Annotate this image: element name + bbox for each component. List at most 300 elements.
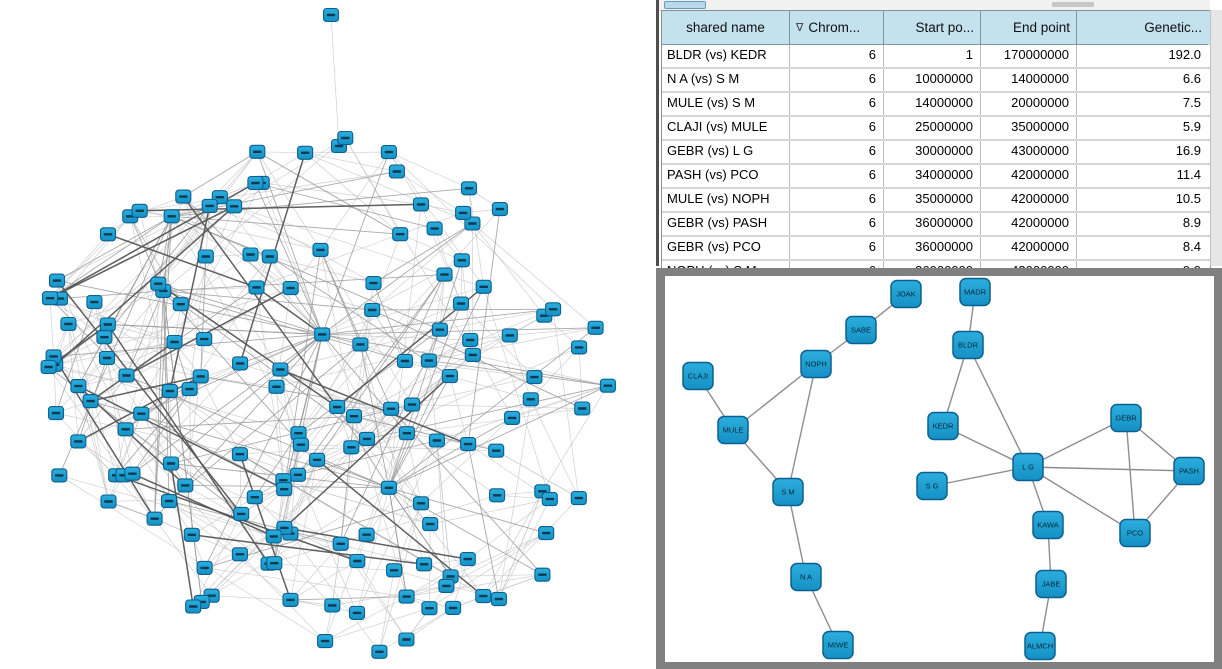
network-node[interactable] [360,432,375,445]
network-node[interactable] [417,558,432,571]
network-node[interactable] [193,370,208,383]
node-label [200,338,208,340]
network-edge [305,152,389,153]
node-label [446,375,454,377]
node-label [350,415,358,417]
node-label [356,343,364,345]
network-node[interactable] [164,210,179,223]
network-node[interactable] [359,528,374,541]
network-node[interactable] [461,438,476,451]
node-label [449,607,457,609]
network-node[interactable] [283,282,298,295]
network-node-l-g[interactable] [1013,454,1043,481]
network-node[interactable] [119,369,134,382]
network-node[interactable] [456,206,471,219]
node-label [335,145,343,147]
network-node[interactable] [100,352,115,365]
table-cell: BLDR (vs) KEDR [662,45,790,67]
table-row[interactable] [662,45,1210,69]
node-label [436,329,444,331]
network-node[interactable] [542,493,557,506]
network-node[interactable] [162,385,177,398]
table-cell: MULE (vs) S M [662,93,790,115]
node-label [417,203,425,205]
network-node[interactable] [366,277,381,290]
network-node[interactable] [490,489,505,502]
network-node[interactable] [262,250,277,263]
network-node[interactable] [372,645,387,658]
node-label [104,233,112,235]
table-row[interactable] [662,69,1210,93]
node-label [46,297,54,299]
network-node-kawa[interactable] [1033,512,1063,539]
network-node[interactable] [414,198,429,211]
node-label [287,287,295,289]
filter-icon[interactable]: ∇ [796,21,804,34]
network-node[interactable] [414,497,429,510]
table-cell: N A (vs) S M [662,69,790,91]
network-node[interactable] [247,491,262,504]
network-edge [212,596,291,600]
network-node[interactable] [492,203,507,216]
network-node[interactable] [427,222,442,235]
network-node[interactable] [269,380,284,393]
network-node[interactable] [527,371,542,384]
network-node[interactable] [439,579,454,592]
network-node-kedr[interactable] [928,413,958,440]
network-edge-lg-pash[interactable] [1028,467,1189,471]
node-label [294,432,302,434]
node-label [493,494,501,496]
network-node[interactable] [330,401,345,414]
network-node[interactable] [277,483,292,496]
node-label [353,612,361,614]
network-node[interactable] [101,495,116,508]
network-node[interactable] [476,280,491,293]
node-label [167,462,175,464]
network-node[interactable] [460,553,475,566]
network-node[interactable] [588,321,603,334]
table-cell: 16.9 [1175,143,1201,158]
node-label [188,534,196,536]
node-label: JABE [1041,579,1061,589]
table-header-row [662,11,1210,45]
node-label [251,496,259,498]
network-node[interactable] [325,599,340,612]
column-header-label: Start po... [915,20,974,35]
node-label [363,438,371,440]
node-label [408,403,416,405]
network-node-pco[interactable] [1120,520,1150,547]
network-edge [140,204,421,210]
network-node[interactable] [134,407,149,420]
node-label [440,273,448,275]
network-node[interactable] [176,190,191,203]
scrollbar-thumb-left[interactable] [664,1,706,9]
network-node[interactable] [97,331,112,344]
network-node[interactable] [178,479,193,492]
table-cell: 36000000 [884,213,981,235]
table-cell: MULE (vs) NOPH [662,189,790,211]
node-label [297,444,305,446]
network-node[interactable] [61,318,76,331]
network-node[interactable] [266,530,281,543]
node-label [177,303,185,305]
node-label [270,535,278,537]
network-node[interactable] [389,165,404,178]
node-label [103,357,111,359]
node-label [591,327,599,329]
node-label [578,407,586,409]
network-node[interactable] [227,200,242,213]
network-node[interactable] [405,398,420,411]
network-node[interactable] [432,323,447,336]
network-node[interactable] [393,228,408,241]
node-label [396,233,404,235]
node-label [327,14,335,16]
network-node[interactable] [273,363,288,376]
node-label [230,205,238,207]
node-label [508,417,516,419]
scrollbar-thumb-right[interactable] [1052,2,1094,7]
network-edge [181,255,251,305]
network-node-gebr[interactable] [1111,405,1141,432]
node-label [236,553,244,555]
network-node[interactable] [476,590,491,603]
table-cell: 42000000 [981,213,1077,235]
node-label: MADR [963,287,987,297]
network-node[interactable] [462,182,477,195]
node-label [341,137,349,139]
node-label [464,558,472,560]
network-node[interactable] [186,600,201,613]
network-node[interactable] [202,199,217,212]
network-node-almch[interactable] [1025,633,1055,660]
table-cell: 1 [884,45,981,67]
table-cell: 7.5 [1182,95,1201,110]
column-header-start-po[interactable] [884,11,981,45]
column-header-chrom[interactable] [790,11,884,45]
node-label [237,513,245,515]
node-label: JOAK [896,289,916,299]
network-node-sabe[interactable] [846,317,876,344]
network-node[interactable] [52,469,67,482]
network-node[interactable] [384,402,399,415]
node-label [469,354,477,356]
network-edge [132,474,273,537]
network-node[interactable] [572,341,587,354]
node-label [425,359,433,361]
network-node[interactable] [87,296,102,309]
small-network-canvas[interactable] [665,276,1214,662]
network-edge-gebr-pco[interactable] [1126,418,1135,533]
column-header-genetic[interactable] [1077,11,1208,45]
network-node[interactable] [243,248,258,261]
network-node[interactable] [267,557,282,570]
table-row[interactable] [662,141,1210,165]
network-node-noph[interactable] [801,351,831,378]
network-node[interactable] [118,423,133,436]
table-cell: 6 [790,45,884,67]
network-node[interactable] [535,568,550,581]
network-node[interactable] [41,361,56,374]
node-label [122,374,130,376]
table-cell: 20000000 [981,93,1077,115]
network-edge [430,499,550,524]
node-label [393,170,401,172]
network-node[interactable] [505,411,520,424]
node-label [202,255,210,257]
network-node[interactable] [575,402,590,415]
table-row[interactable] [662,213,1210,237]
network-node-n-a[interactable] [791,564,821,591]
network-node[interactable] [43,292,58,305]
network-node[interactable] [442,370,457,383]
network-node[interactable] [463,334,478,347]
table-cell: 35000000 [884,189,981,211]
network-node[interactable] [338,132,353,145]
node-label [495,598,503,600]
node-label [206,205,214,207]
network-node[interactable] [344,441,359,454]
network-node[interactable] [347,410,362,423]
network-node[interactable] [318,635,333,648]
node-label [170,341,178,343]
node-label: SABE [850,325,872,335]
network-node[interactable] [523,393,538,406]
network-node[interactable] [491,593,506,606]
table-cell: 6 [790,165,884,187]
node-label [74,385,82,387]
network-node[interactable] [399,590,414,603]
table-cell: GEBR (vs) L G [662,141,790,163]
network-node[interactable] [232,548,247,561]
node-label [347,446,355,448]
table-row[interactable] [662,189,1210,213]
network-node-mule[interactable] [718,417,748,444]
network-edge [240,454,241,514]
network-node-bldr[interactable] [953,332,983,359]
network-edge [68,291,163,324]
node-label: KEDR [932,421,954,431]
network-node[interactable] [147,512,162,525]
network-node-pash[interactable] [1174,458,1204,485]
node-label [465,187,473,189]
network-node[interactable] [502,329,517,342]
node-label [55,474,63,476]
network-node[interactable] [546,303,561,316]
node-label [280,488,288,490]
node-label: CLAJI [687,371,709,381]
node-label [280,527,288,529]
network-node[interactable] [398,355,413,368]
network-node[interactable] [333,537,348,550]
node-label [90,301,98,303]
network-node[interactable] [234,507,249,520]
network-node[interactable] [446,601,461,614]
network-node[interactable] [429,434,444,447]
network-node-s-m[interactable] [773,479,803,506]
network-node[interactable] [315,328,330,341]
network-node-jabe[interactable] [1036,571,1066,598]
node-label [457,302,465,304]
network-node[interactable] [600,379,615,392]
network-node[interactable] [151,277,166,290]
node-label [168,215,176,217]
network-edge [50,298,54,356]
table-cell: 10000000 [884,69,981,91]
network-node[interactable] [399,427,414,440]
network-node[interactable] [173,298,188,311]
node-label [506,334,514,336]
network-node[interactable] [350,555,365,568]
network-node[interactable] [249,281,264,294]
network-node[interactable] [182,383,197,396]
network-node[interactable] [381,146,396,159]
network-edge [50,234,108,298]
network-node[interactable] [184,528,199,541]
network-node[interactable] [49,407,64,420]
network-node[interactable] [437,268,452,281]
column-header-end-point[interactable] [981,11,1077,45]
network-node[interactable] [197,333,212,346]
network-node[interactable] [350,606,365,619]
table-row[interactable] [662,93,1210,117]
node-label: PCO [1126,528,1144,538]
node-label [86,400,94,402]
network-node[interactable] [290,468,305,481]
node-label [401,360,409,362]
node-label [604,385,612,387]
node-label: N A [799,572,813,582]
column-header-shared-name[interactable] [662,11,790,45]
network-node[interactable] [250,145,265,158]
network-edge [331,15,339,146]
table-cell: 6 [790,213,884,235]
network-node[interactable] [100,318,115,331]
network-node-joak[interactable] [891,281,921,308]
node-label [251,182,259,184]
network-node[interactable] [164,457,179,470]
node-label: PASH [1179,466,1199,476]
network-node[interactable] [353,338,368,351]
node-label [316,249,324,251]
node-label: S M [781,487,795,497]
network-edge [270,257,374,284]
node-label [402,638,410,640]
node-label [530,376,538,378]
table-row[interactable] [662,117,1210,141]
network-node-s-g[interactable] [917,473,947,500]
table-row[interactable] [662,237,1210,261]
table-cell: 6 [790,69,884,91]
network-node[interactable] [571,492,586,505]
network-node[interactable] [310,453,325,466]
network-node[interactable] [125,467,140,480]
node-label [181,484,189,486]
network-node[interactable] [293,438,308,451]
network-node[interactable] [423,518,438,531]
network-node[interactable] [489,444,504,457]
network-node[interactable] [233,357,248,370]
node-label [252,286,260,288]
table-cell: PASH (vs) PCO [662,165,790,187]
network-edge [269,564,395,571]
node-label [128,473,136,475]
node-label [185,388,193,390]
node-label [417,502,425,504]
table-cell: 14000000 [884,93,981,115]
node-label [294,474,302,476]
network-node[interactable] [313,243,328,256]
network-node[interactable] [454,254,469,267]
network-node[interactable] [283,593,298,606]
network-node[interactable] [162,495,177,508]
node-label [425,607,433,609]
network-node-claji[interactable] [683,363,713,390]
network-node-madr[interactable] [960,279,990,306]
table-cell: 6.6 [1182,71,1201,86]
node-label: GEBR [1115,413,1137,423]
table-cell: 35000000 [981,117,1077,139]
network-node-miwe[interactable] [823,632,853,659]
network-node[interactable] [365,304,380,317]
node-label [496,208,504,210]
network-node[interactable] [83,395,98,408]
network-edge-bldr-lg[interactable] [968,345,1028,467]
network-node[interactable] [422,602,437,615]
node-label [402,595,410,597]
table-cell: 36000000 [884,237,981,259]
node-label [458,259,466,261]
network-node[interactable] [465,348,480,361]
node-label [64,323,72,325]
network-edge [407,433,497,495]
node-label [121,428,129,430]
network-node[interactable] [381,481,396,494]
network-node[interactable] [298,146,313,159]
table-row[interactable] [662,165,1210,189]
node-label [104,323,112,325]
node-label [466,339,474,341]
network-edge [531,399,579,498]
network-node[interactable] [132,204,147,217]
network-node[interactable] [71,380,86,393]
network-node[interactable] [197,561,212,574]
node-label [104,500,112,502]
network-node[interactable] [539,527,554,540]
table-cell: 10.5 [1175,191,1201,206]
node-label [197,375,205,377]
network-node[interactable] [421,354,436,367]
network-node[interactable] [248,177,263,190]
network-node[interactable] [50,274,65,287]
network-node[interactable] [101,228,116,241]
node-label [433,439,441,441]
network-node[interactable] [399,633,414,646]
network-edge [163,291,367,439]
network-node[interactable] [71,435,86,448]
network-node[interactable] [387,564,402,577]
network-node[interactable] [198,250,213,263]
network-node[interactable] [324,9,339,22]
table-cell: 6 [790,237,884,259]
node-label [321,640,329,642]
table-cell: 5.9 [1182,119,1201,134]
network-node[interactable] [167,336,182,349]
network-node[interactable] [454,297,469,310]
network-node[interactable] [232,448,247,461]
